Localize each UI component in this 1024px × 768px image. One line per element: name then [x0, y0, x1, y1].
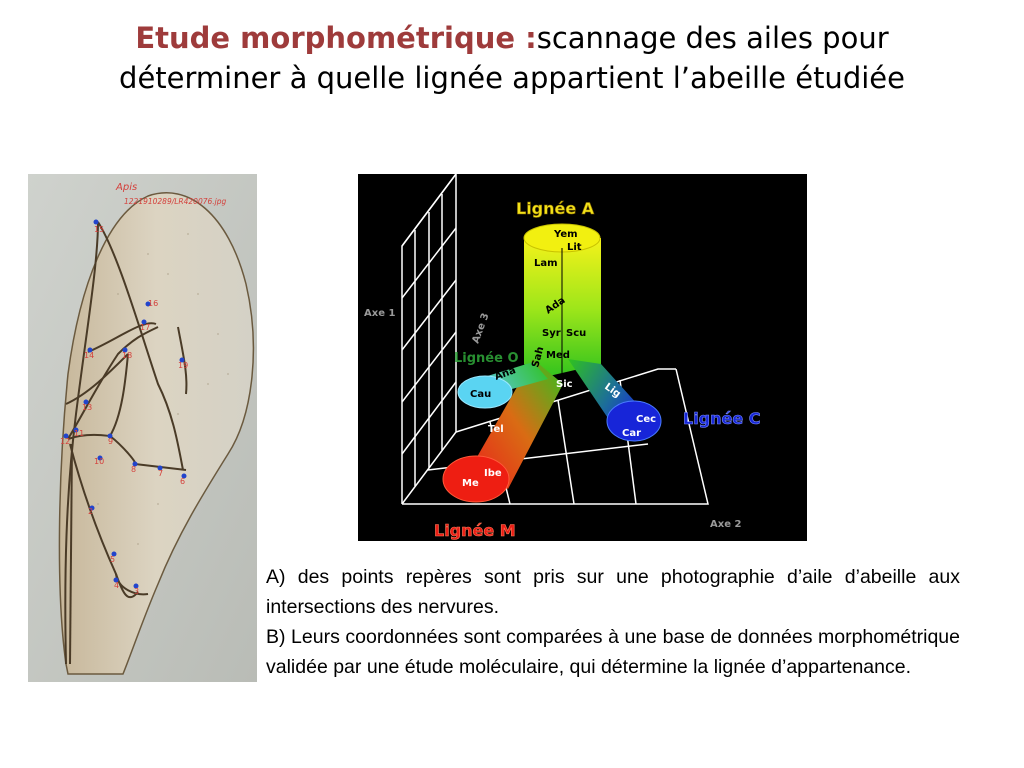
code-me: Me [462, 478, 479, 489]
code-sic: Sic [556, 379, 573, 390]
landmark-label: 15 [94, 225, 105, 234]
code-cau: Cau [470, 389, 492, 400]
landmark-label: 18 [122, 351, 133, 360]
landmark-label: 4 [114, 581, 120, 590]
code-sah: Sah [530, 345, 547, 369]
landmark-label: 8 [131, 465, 137, 474]
title-accent: Etude morphométrique : [135, 21, 537, 55]
code-ada: Ada [543, 295, 568, 317]
landmark-label: 12 [60, 437, 71, 446]
title-rest: scannage des ailes pour [536, 21, 889, 55]
landmark-label: 17 [140, 323, 151, 332]
landmark-label: 5 [110, 555, 116, 564]
landmark-label: 7 [158, 469, 164, 478]
landmark-label: 13 [82, 403, 93, 412]
axis-1-label: Axe 1 [364, 308, 396, 319]
code-cec: Cec [636, 414, 657, 425]
title-line-1 [0, 18, 1024, 58]
landmark-label: 3 [134, 587, 140, 596]
code-lig: Lig [602, 381, 623, 401]
caption [266, 562, 960, 682]
wing-label: Apis [116, 182, 138, 193]
landmark-label: 11 [74, 429, 85, 438]
lineage-3d-diagram [358, 174, 807, 541]
code-yem: Yem [554, 229, 578, 240]
code-lit: Lit [567, 242, 582, 253]
code-syr: Syr [542, 328, 561, 339]
page-title [0, 18, 1024, 98]
code-scu: Scu [566, 328, 587, 339]
code-lam: Lam [534, 258, 558, 269]
axis-3-label: Axe 3 [470, 311, 492, 346]
code-tel: Tel [488, 424, 504, 435]
code-ana: Ana [493, 365, 518, 383]
landmark-label: 10 [94, 457, 105, 466]
landmark-label: 6 [180, 477, 186, 486]
landmark-label: 9 [108, 437, 114, 446]
bee-wing-photo [28, 174, 257, 682]
code-car: Car [622, 428, 642, 439]
landmark-label: 16 [148, 299, 159, 308]
lineage-c-label: Lignée C [683, 409, 761, 428]
lineage-a-label: Lignée A [516, 199, 595, 218]
landmark-label: 2 [88, 507, 94, 516]
landmark-point [94, 220, 99, 225]
code-med: Med [546, 350, 570, 361]
landmark-label: 19 [178, 361, 189, 370]
axis-2-label: Axe 2 [710, 519, 742, 530]
lineage-m-label: Lignée M [434, 521, 516, 540]
caption-b: B) Leurs coordonnées sont comparées à une base de données morphométrique validée par une étude moléculaire, qui détermine la lignée d’appartenance. [266, 626, 960, 678]
wing-filename: 1221910289/LR420076.jpg [124, 197, 227, 206]
caption-a: A) des points repères sont pris sur une photographie d’aile d’abeille aux intersections des nervures. [266, 566, 960, 618]
landmark-label: 14 [84, 351, 95, 360]
title-line-2: déterminer à quelle lignée appartient l’abeille étudiée [119, 61, 905, 95]
code-ibe: Ibe [484, 468, 502, 479]
lineage-o-label: Lignée O [454, 351, 519, 366]
